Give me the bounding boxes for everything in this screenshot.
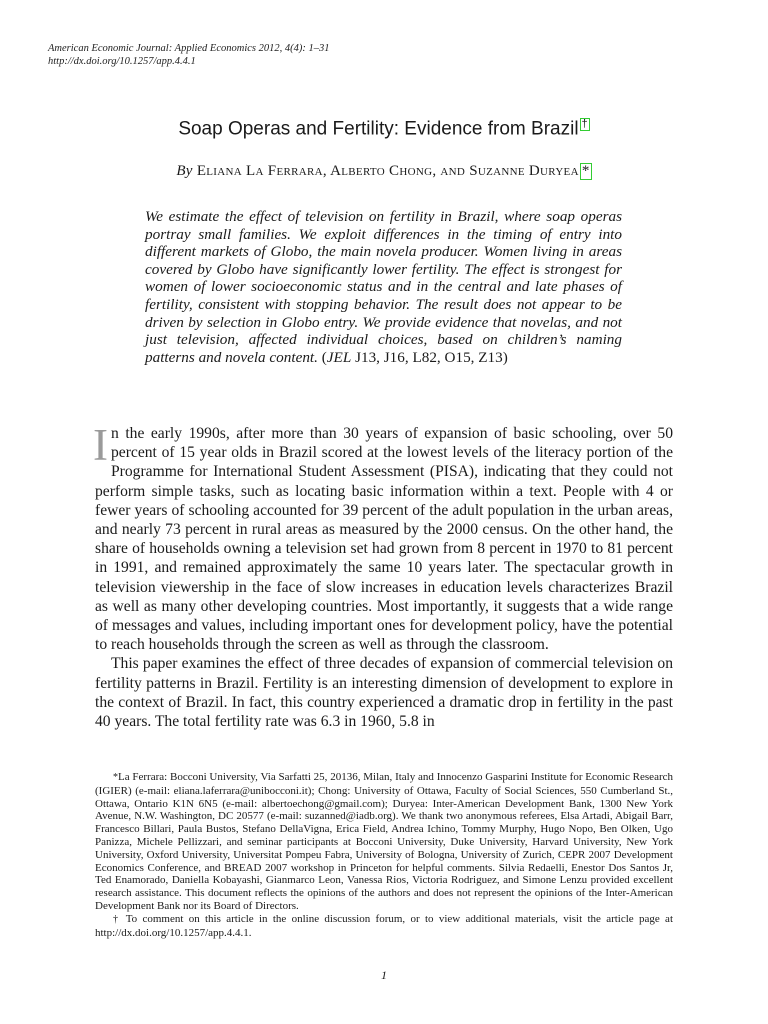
author-line: [0, 163, 768, 180]
paper-title-text: Soap Operas and Fertility: Evidence from Brazil: [178, 118, 579, 140]
body-text: [93, 420, 673, 731]
footnote-comment-text: To comment on this article in the online discussion forum, or to view additional materials, visit the article page at http://dx.doi.org/10.1257/app.4.4.1.: [95, 912, 673, 939]
doi-link[interactable]: http://dx.doi.org/10.1257/app.4.4.1: [48, 56, 196, 67]
abstract: [145, 208, 622, 366]
footnote-dagger-mark: †: [113, 913, 121, 925]
footnote-author-text: La Ferrara: Bocconi University, Via Sarfatti 25, 20136, Milan, Italy and Innocenzo Gasparini Institute for Economic Research (IGIER) (e-mail: eliana.laferrara@unibocconi.it); Chong: University of Ottawa, Faculty of Social Sciences, 550 Cumberland St., Ottawa, Ontario K1N 6N5 (e-mail: albertoechong@gmail.com); Duryea: Inter-American Development Bank, 1300 New York Avenue, N.W. Washington, DC 20577 (e-mail: suzanned@iadb.org). We thank two anonymous referees, Elsa Artadi, Abigail Barr, Francesco Billari, Paula Bustos, Stefano DellaVigna, Erica Field, Andrea Ichino, Tommy Murphy, Hugo Nopo, Ben Olken, Ugo Panizza, Michele Pellizzari, and seminar participants at Bocconi University, Duke University, Harvard University, New York University, Oxford University, Universitat Pompeu Fabra, University of Bologna, University of Zurich, CEPR 2007 Development Economics Conference, and BREAD 2007 workshop in Princeton for helpful comments. Silvia Redaelli, Enestor Dos Santos Jr, Ted Enamorado, Daniella Kobayashi, Gianmarco Leon, Vanessa Rios, Victoria Rodriguez, and Simone Lenzu provided excellent research assistance. This document reflects the opinions of the authors and does not represent the opinions of the Inter-American Development Bank nor its Board of Directors.: [95, 771, 673, 912]
jel-label: JEL: [326, 348, 352, 366]
abstract-text: We estimate the effect of television on fertility in Brazil, where soap operas portray small families. We exploit differences in the timing of entry into different markets of Globo, the main novela producer. Women living in areas covered by Globo have significantly lower fertility. The effect is strongest for women of lower socioeconomic status and in the central and late phases of fertility, consistent with stopping behavior. The result does not appear to be driven by selection in Globo entry. We provide evidence that novelas, and not just television, affected individual choices, based on children’s naming patterns and novela content.: [145, 208, 622, 366]
footnote-comment: [95, 913, 673, 940]
title-footnote-link[interactable]: †: [581, 118, 588, 130]
author-footnote-link[interactable]: *: [581, 163, 590, 179]
page-number: 1: [381, 968, 387, 982]
jel-open: (: [321, 348, 327, 366]
paragraph-2: This paper examines the effect of three decades of expansion of commercial television on fertility patterns in Brazil. Fertility is an interesting dimension of development to explore in the context of Brazil. In fact, this country experienced a dramatic drop in fertility in the past 40 years. The total fertility rate was 6.3 in 1960, 5.8 in: [95, 655, 673, 731]
author-names: Eliana La Ferrara, Alberto Chong, and Suzanne Duryea: [196, 163, 579, 179]
paragraph-1: [93, 420, 673, 654]
journal-citation: American Economic Journal: Applied Economics 2012, 4(4): 1–31: [48, 43, 330, 54]
jel-codes: J13, J16, L82, O15, Z13): [351, 348, 508, 366]
footnotes: [95, 771, 673, 939]
author-by: By: [176, 163, 193, 179]
paragraph-1-text: n the early 1990s, after more than 30 years of expansion of basic schooling, over 50 percent of 15 year olds in Brazil scored at the lowest levels of the literacy portion of the Programme for International Student Assessment (PISA), indicating that they could not perform simple tasks, such as locating basic information within a text. People with 4 or fewer years of schooling accounted for 39 percent of the adult population in the urban areas, and nearly 73 percent in rural areas as measured by the 2000 census. On the other hand, the share of households owning a television set had grown from 8 percent in 1970 to 81 percent in 1991, and remained approximately the same 10 years later. The spectacular growth in television viewership in the face of slow increases in education levels characterizes Brazil as well as many other developing countries. Most importantly, it suggests that a wide range of messages and values, including important ones for development policy, have the potential to reach households through the screen as well as through the classroom.: [95, 425, 673, 654]
footnote-star-mark: *: [113, 772, 118, 783]
footnote-author-info: [95, 771, 673, 913]
paper-title: [0, 118, 768, 140]
journal-header: [48, 42, 330, 68]
drop-cap: I: [93, 420, 108, 470]
